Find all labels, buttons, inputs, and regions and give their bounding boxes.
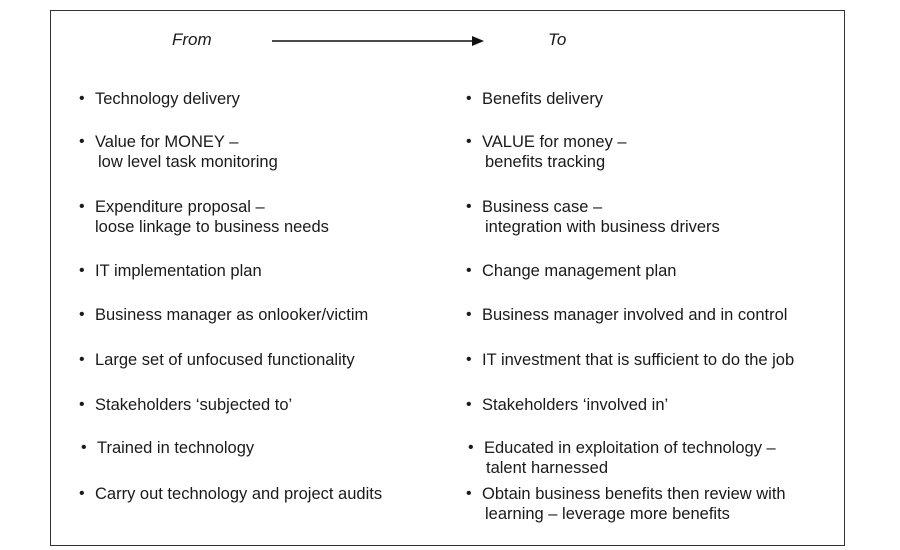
to-item-6 — [466, 350, 795, 370]
from-item-text: Business manager as onlooker/victim — [95, 306, 369, 324]
from-item-8 — [81, 438, 255, 458]
to-item-text: Obtain business benefits then review with — [482, 485, 786, 503]
bullet: • — [466, 133, 472, 150]
from-item-text: Stakeholders ‘subjected to’ — [95, 396, 293, 414]
to-item-1 — [466, 89, 604, 109]
bullet: • — [79, 351, 85, 368]
to-item-text: Stakeholders ‘involved in’ — [482, 396, 669, 414]
from-item-subtext: loose linkage to business needs — [95, 218, 329, 236]
to-item-subtext: learning – leverage more benefits — [485, 505, 730, 523]
bullet: • — [468, 439, 474, 456]
to-item-3 — [466, 197, 720, 237]
from-item-subtext: low level task monitoring — [98, 153, 278, 171]
bullet: • — [466, 351, 472, 368]
bullet: • — [466, 198, 472, 215]
from-item-2 — [79, 132, 278, 172]
from-item-text: IT implementation plan — [95, 262, 262, 280]
to-item-2 — [466, 132, 627, 172]
to-item-subtext: benefits tracking — [485, 153, 606, 171]
bullet: • — [79, 198, 85, 215]
to-item-4 — [466, 261, 677, 281]
bullet: • — [79, 133, 85, 150]
bullet: • — [466, 262, 472, 279]
bullet: • — [466, 485, 472, 502]
from-item-text: Carry out technology and project audits — [95, 485, 383, 503]
to-item-8 — [468, 438, 776, 478]
from-item-text: Technology delivery — [95, 90, 240, 108]
from-to-arrow — [272, 34, 487, 48]
from-item-1 — [79, 89, 240, 109]
to-item-text: Change management plan — [482, 262, 677, 280]
from-item-9 — [79, 484, 383, 504]
to-item-text: VALUE for money – — [482, 133, 627, 151]
from-item-3 — [79, 197, 329, 237]
from-heading: From — [172, 30, 212, 49]
to-heading: To — [548, 30, 567, 49]
to-item-text: IT investment that is sufficient to do the job — [482, 351, 795, 369]
bullet: • — [81, 439, 87, 456]
bullet: • — [79, 306, 85, 323]
bullet: • — [466, 396, 472, 413]
from-item-text: Value for MONEY – — [95, 133, 239, 151]
bullet: • — [79, 90, 85, 107]
bullet: • — [79, 396, 85, 413]
to-item-text: Benefits delivery — [482, 90, 604, 108]
to-item-subtext: talent harnessed — [486, 459, 609, 477]
bullet: • — [466, 90, 472, 107]
bullet: • — [466, 306, 472, 323]
from-item-text: Large set of unfocused functionality — [95, 351, 355, 369]
to-item-7 — [466, 395, 669, 415]
to-item-text: Business manager involved and in control — [482, 306, 788, 324]
from-item-6 — [79, 350, 355, 370]
bullet: • — [79, 262, 85, 279]
to-item-9 — [466, 484, 786, 524]
from-item-text: Expenditure proposal – — [95, 198, 265, 216]
from-item-4 — [79, 261, 262, 281]
from-item-5 — [79, 305, 369, 325]
from-item-text: Trained in technology — [97, 439, 255, 457]
to-item-text: Business case – — [482, 198, 603, 216]
to-item-subtext: integration with business drivers — [485, 218, 720, 236]
to-item-5 — [466, 305, 788, 325]
arrow-head — [472, 36, 484, 46]
bullet: • — [79, 485, 85, 502]
from-item-7 — [79, 395, 293, 415]
to-item-text: Educated in exploitation of technology – — [484, 439, 776, 457]
